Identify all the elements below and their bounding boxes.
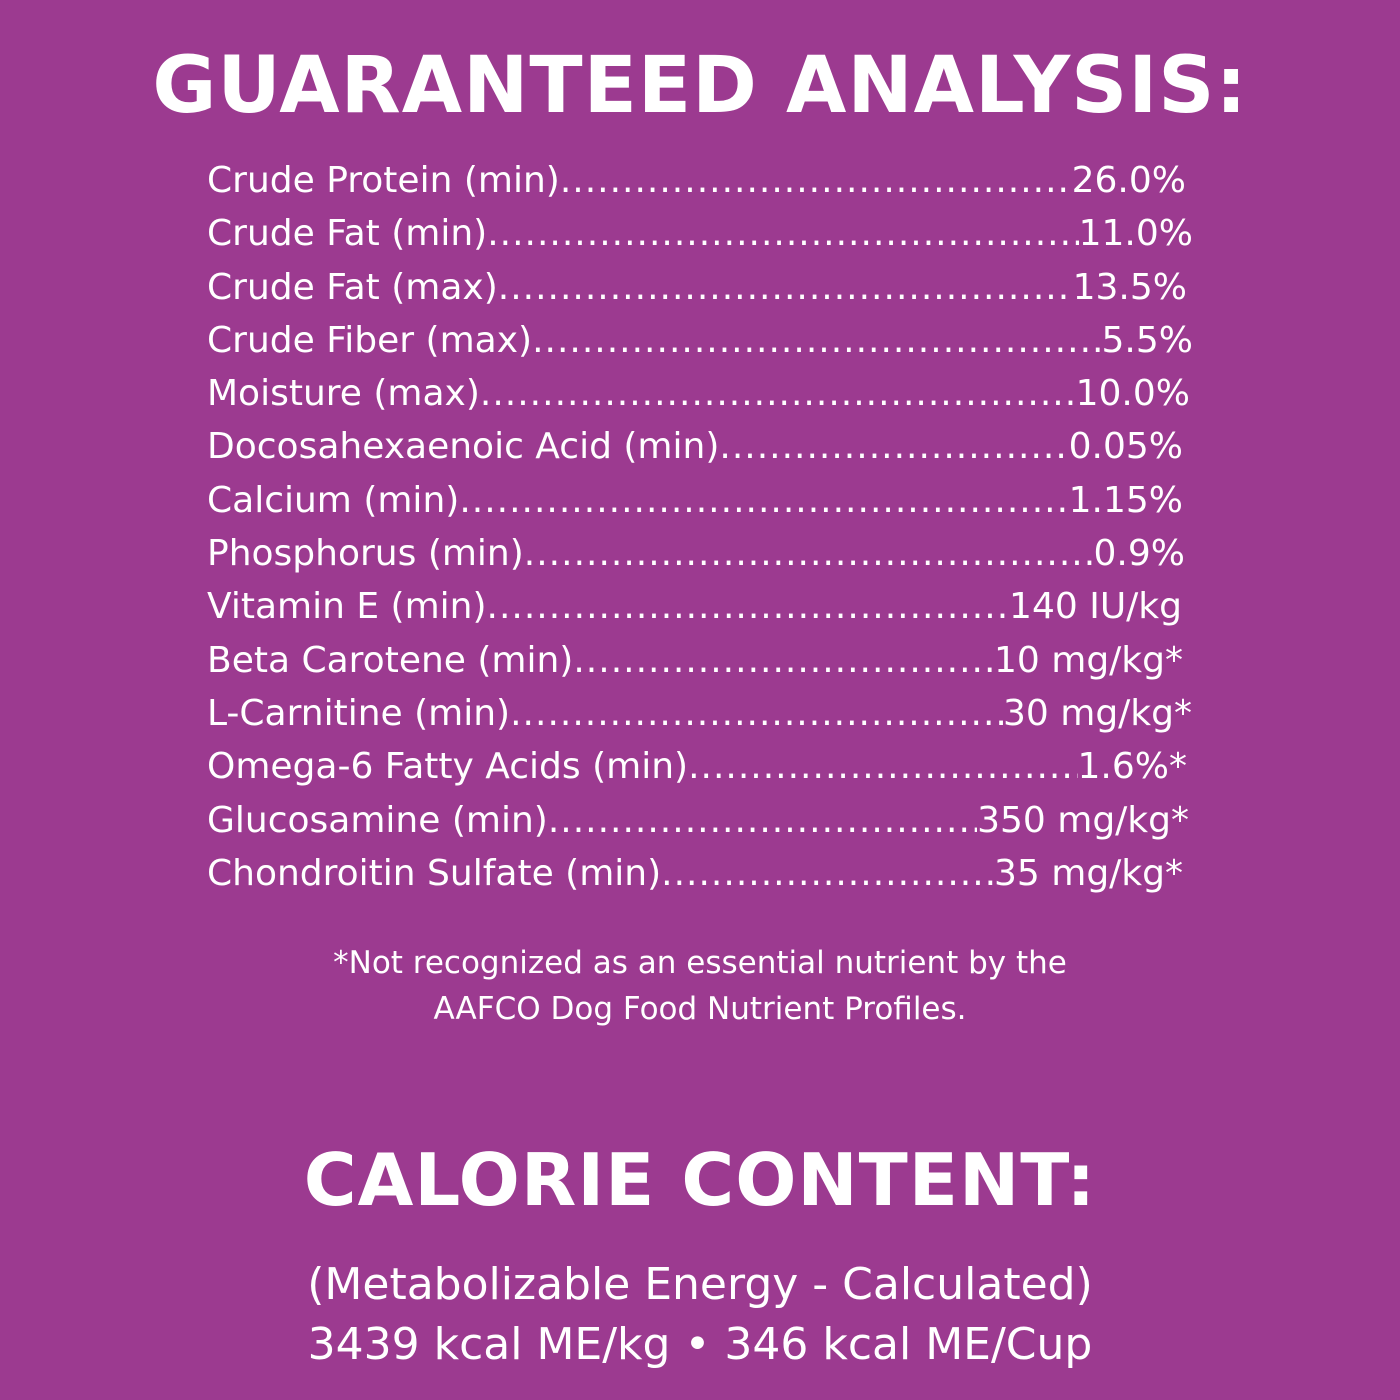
footnote-line-2: AAFCO Dog Food Nutrient Profiles. (433, 991, 967, 1027)
calorie-values: 3439 kcal ME/kg • 346 kcal ME/Cup (307, 1319, 1093, 1370)
analysis-row (207, 314, 1193, 367)
nutrient-value: 35 mg/kg* (994, 852, 1183, 894)
dot-leader (661, 847, 994, 900)
calorie-content-heading: CALORIE CONTENT: (303, 1138, 1097, 1222)
analysis-row (207, 740, 1187, 793)
analysis-row (207, 261, 1187, 314)
analysis-list (207, 154, 1193, 900)
dot-leader (719, 420, 1068, 473)
dot-leader (510, 687, 1003, 740)
dot-leader (560, 154, 1072, 207)
nutrient-label: Docosahexaenoic Acid (min) (207, 426, 720, 468)
analysis-row (207, 634, 1183, 687)
analysis-row (207, 154, 1186, 207)
nutrient-label: Omega-6 Fatty Acids (min) (207, 746, 689, 788)
dot-leader (688, 740, 1077, 793)
nutrient-value: 30 mg/kg* (1003, 692, 1192, 734)
nutrient-value: 5.5% (1101, 319, 1193, 361)
dot-leader (459, 474, 1068, 527)
analysis-row (207, 474, 1183, 527)
nutrient-value: 140 IU/kg (1009, 586, 1182, 628)
analysis-row (207, 527, 1185, 580)
analysis-row (207, 367, 1190, 420)
dot-leader (487, 207, 1078, 260)
nutrient-value: 1.15% (1068, 479, 1183, 521)
analysis-row (207, 207, 1193, 260)
analysis-row (207, 687, 1192, 740)
dot-leader (532, 314, 1101, 367)
nutrient-label: Crude Fat (min) (207, 213, 488, 255)
nutrient-value: 11.0% (1078, 213, 1193, 255)
footnote (0, 940, 1400, 1032)
nutrient-value: 350 mg/kg* (977, 799, 1189, 841)
calorie-method: (Metabolizable Energy - Calculated) (307, 1259, 1093, 1310)
nutrient-value: 0.9% (1093, 533, 1185, 575)
dot-leader (498, 261, 1073, 314)
dot-leader (480, 367, 1076, 420)
analysis-row (207, 420, 1183, 473)
footnote-line-1: *Not recognized as an essential nutrient by the (333, 945, 1067, 981)
analysis-row (207, 794, 1189, 847)
nutrient-label: Crude Fat (max) (207, 266, 498, 308)
nutrient-label: Moisture (max) (207, 373, 480, 415)
dot-leader (573, 634, 994, 687)
nutrient-label: Calcium (min) (207, 479, 460, 521)
nutrient-value: 0.05% (1068, 426, 1183, 468)
nutrient-value: 10 mg/kg* (994, 639, 1183, 681)
dot-leader (487, 580, 1010, 633)
nutrient-label: Glucosamine (min) (207, 799, 548, 841)
dot-leader (548, 794, 977, 847)
analysis-row (207, 580, 1182, 633)
nutrient-label: Beta Carotene (min) (207, 639, 574, 681)
nutrient-label: Crude Fiber (max) (207, 319, 533, 361)
calorie-details (0, 1255, 1400, 1375)
nutrient-label: Crude Protein (min) (207, 160, 560, 201)
nutrient-label: Chondroitin Sulfate (min) (207, 852, 662, 894)
guaranteed-analysis-heading: GUARANTEED ANALYSIS: (152, 41, 1248, 131)
nutrient-value: 26.0% (1071, 160, 1186, 201)
nutrient-value: 10.0% (1075, 373, 1190, 415)
nutrient-label: L-Carnitine (min) (207, 692, 511, 734)
analysis-row (207, 847, 1183, 900)
dot-leader (524, 527, 1094, 580)
nutrient-label: Vitamin E (min) (207, 586, 487, 628)
nutrient-value: 13.5% (1072, 266, 1187, 308)
nutrient-label: Phosphorus (min) (207, 533, 524, 575)
nutrient-value: 1.6%* (1077, 746, 1187, 788)
